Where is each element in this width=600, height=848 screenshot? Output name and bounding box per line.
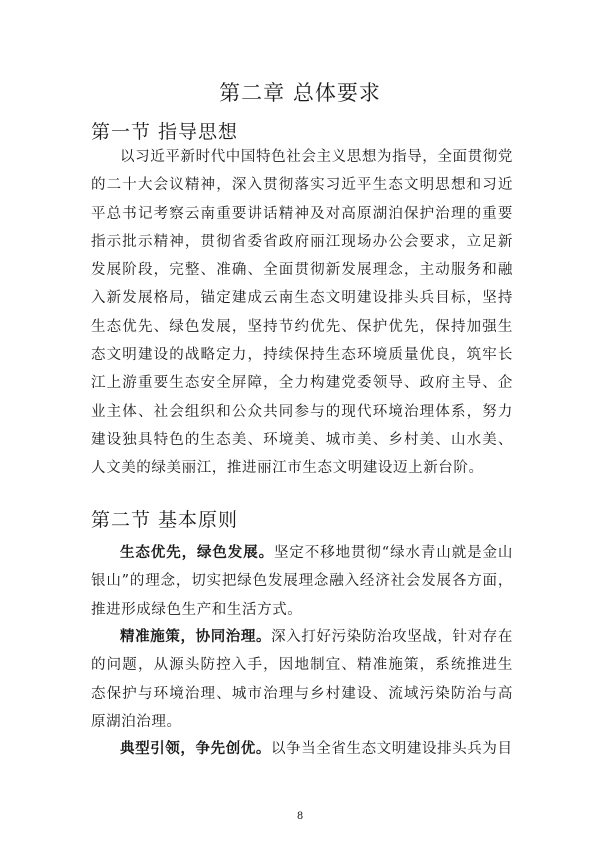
principle-lead: 精准施策，协同治理。	[120, 628, 272, 645]
principle-paragraph	[91, 623, 513, 736]
principle-text: 深入打好污染防治攻坚战，针对存在的问题，从源头防控入手，因地制宜、精准施策，系统推进生态保护与环境治理、城市治理与乡村建设、流域污染防治与高原湖泊治理。	[91, 629, 513, 730]
chapter-title: 第二章 总体要求	[219, 81, 381, 105]
principle-paragraph	[91, 539, 513, 624]
section-heading-basic-principles: 第二节 基本原则	[91, 509, 239, 531]
page-number: 8	[296, 811, 304, 822]
principle-paragraph	[91, 735, 513, 765]
principle-text: 以争当全省生态文明建设排头兵为目	[271, 741, 513, 757]
principle-lead: 典型引领，争先创优。	[120, 740, 271, 757]
principle-text: 坚定不移地贯彻“绿水青山就是金山银山”的理念，切实把绿色发展理念融入经济社会发展各方面，推进形成绿色生产和生活方式。	[91, 545, 514, 618]
principle-lead: 生态优先，绿色发展。	[120, 544, 274, 561]
section-heading-guiding-ideology: 第一节 指导思想	[91, 121, 239, 143]
guiding-ideology-paragraph: 以习近平新时代中国特色社会主义思想为指导，全面贯彻党的二十大会议精神，深入贯彻落实习近平生态文明思想和习近平总书记考察云南重要讲话精神及对高原湖泊保护治理的重要指示批示精神，贯彻省委省政府丽江现场办公会要求，立足新发展阶段，完整、准确、全面贯彻新发展理念，主动服务和融入新发展格局，锚定建成云南生态文明建设排头兵目标，坚持生态优先、绿色发展，坚持节约优先、保护优先，保持加强生态文明建设的战略定力，持续保持生态环境质量优良，筑牢长江上游重要生态安全屏障，全力构建党委领导、政府主导、企业主体、社会组织和公众共同参与的现代环境治理体系，努力建设独具特色的生态美、环境美、城市美、乡村美、山水美、人文美的绿美丽江，推进丽江市生态文明建设迈上新台阶。	[91, 149, 513, 477]
